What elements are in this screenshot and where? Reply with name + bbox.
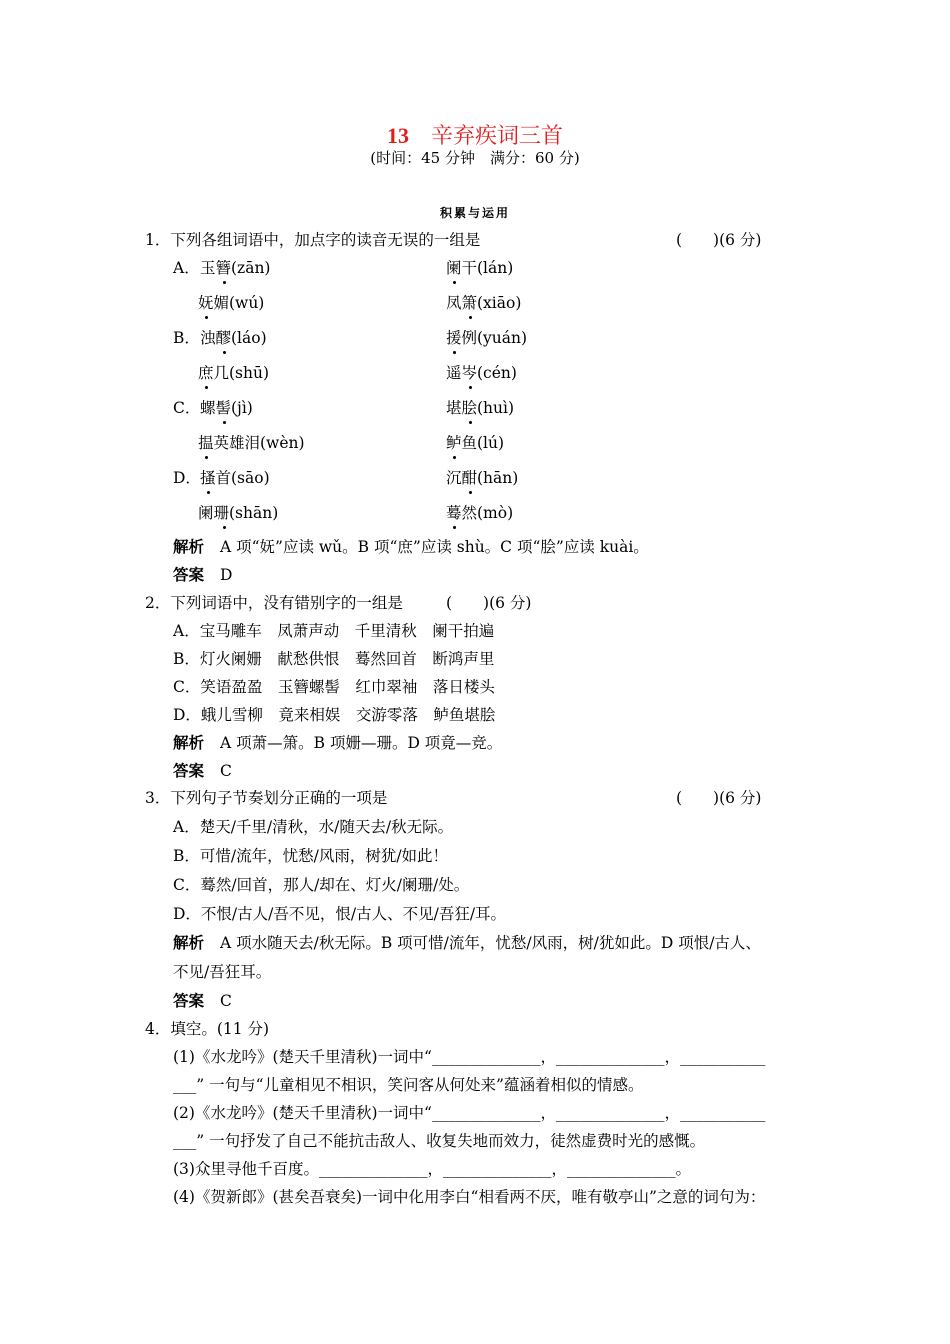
analysis-label: 解析 xyxy=(173,733,205,752)
answer-text: C xyxy=(220,762,232,780)
emphasis-dot xyxy=(223,421,226,424)
question-3-stem: 3．下列句子节奏划分正确的一项是 xyxy=(145,789,388,807)
emphasis-dot xyxy=(205,316,208,319)
lesson-number: 13 xyxy=(386,123,409,148)
analysis-text-line-1: A 项水随天去/秋无际。B 项可惜/流年，忧愁/风雨，树/犹如此。D 项恨/古人、 xyxy=(220,934,761,952)
q1-option-a-word2: 阑干(lán) xyxy=(446,259,514,277)
q1-option-c-word1: 螺髻(jì) xyxy=(200,399,253,417)
lesson-title: 辛弃疾词三首 xyxy=(430,124,563,149)
answer-label: 答案 xyxy=(173,761,205,780)
page-title xyxy=(0,123,950,150)
analysis-text: A 项“妩”应读 wǔ。B 项“庶”应读 shù。C 项“脍”应读 kuài。 xyxy=(220,538,649,556)
q1-option-d-word1: 搔首(sāo) xyxy=(200,469,270,487)
q3-option-c: C．蓦然/回首，那人/却在、灯火/阑珊/处。 xyxy=(173,876,470,894)
q3-option-a: A．楚天/千里/清秋，水/随天去/秋无际。 xyxy=(173,818,454,836)
q1-option-b-word3: 庶几(shū) xyxy=(198,364,270,382)
q3-option-d: D．不恨/古人/吾不见，恨/古人、不见/吾狂/耳。 xyxy=(173,905,507,923)
q2-option-d: D．蛾儿雪柳 竟来相娱 交游零落 鲈鱼堪脍 xyxy=(173,706,496,724)
section-heading: 积累与运用 xyxy=(439,206,510,220)
q1-option-a-word4: 凤箫(xiāo) xyxy=(446,294,522,312)
q1-option-a-word3: 妩媚(wú) xyxy=(198,294,265,312)
emphasis-dot xyxy=(453,526,456,529)
question-2-score: ( )(6 分) xyxy=(446,594,532,612)
emphasis-dot xyxy=(207,491,210,494)
q4-item-2: (2)《水龙吟》(楚天千里清秋)一词中“______________，______________，___________ xyxy=(173,1104,766,1122)
emphasis-dot xyxy=(469,421,472,424)
emphasis-dot xyxy=(223,526,226,529)
q1-option-d-word4: 蓦然(mò) xyxy=(446,504,514,522)
analysis-text: A 项萧—箫。B 项姗—珊。D 项竟—竞。 xyxy=(220,734,503,752)
emphasis-dot xyxy=(469,316,472,319)
q4-item-1-cont: ___” 一句与“儿童相见不相识，笑问客从何处来”蕴涵着相似的情感。 xyxy=(173,1076,644,1094)
question-1-score: ( )(6 分) xyxy=(676,231,762,249)
q4-item-3: (3)众里寻他千百度。______________，______________，______________。 xyxy=(173,1160,691,1178)
q4-item-2-cont: ___” 一句抒发了自己不能抗击敌人、收复失地而效力，徒然虚费时光的感慨。 xyxy=(173,1132,706,1150)
emphasis-dot xyxy=(223,281,226,284)
q1-answer xyxy=(173,565,232,585)
q2-option-c: C．笑语盈盈 玉簪螺髻 红巾翠袖 落日楼头 xyxy=(173,678,495,696)
q2-analysis xyxy=(173,733,502,753)
answer-label: 答案 xyxy=(173,991,205,1010)
emphasis-dot xyxy=(205,456,208,459)
question-2-stem: 2．下列词语中，没有错别字的一组是 xyxy=(145,594,403,612)
q3-analysis xyxy=(173,933,761,953)
question-4-stem: 4．填空。(11 分) xyxy=(145,1020,270,1038)
q2-option-b: B．灯火阑姗 献愁供恨 蓦然回首 断鸿声里 xyxy=(173,650,495,668)
analysis-label: 解析 xyxy=(173,933,205,952)
answer-text: C xyxy=(220,992,232,1010)
answer-text: D xyxy=(220,566,233,584)
q1-option-a-label: A． xyxy=(173,259,200,277)
question-1-stem: 1．下列各组词语中，加点字的读音无误的一组是 xyxy=(145,231,481,249)
q1-option-c-word3: 揾英雄泪(wèn) xyxy=(198,434,305,452)
q1-option-b-word1: 浊醪(láo) xyxy=(200,329,267,347)
q2-option-a: A．宝马雕车 凤萧声动 千里清秋 阑干拍遍 xyxy=(173,622,495,640)
emphasis-dot xyxy=(453,456,456,459)
q3-option-b: B．可惜/流年，忧愁/风雨，树犹/如此！ xyxy=(173,847,449,865)
analysis-label: 解析 xyxy=(173,537,205,556)
emphasis-dot xyxy=(453,281,456,284)
emphasis-dot xyxy=(453,351,456,354)
q1-option-b-label: B． xyxy=(173,329,200,347)
q1-option-b-word4: 遥岑(cén) xyxy=(446,364,517,382)
question-3-score: ( )(6 分) xyxy=(676,789,762,807)
answer-label: 答案 xyxy=(173,565,205,584)
q4-item-1: (1)《水龙吟》(楚天千里清秋)一词中“______________，______________，___________ xyxy=(173,1048,766,1066)
q2-answer xyxy=(173,761,232,781)
q1-analysis xyxy=(173,537,649,557)
q1-option-d-label: D． xyxy=(173,469,201,487)
emphasis-dot xyxy=(223,351,226,354)
q1-option-c-word4: 鲈鱼(lú) xyxy=(446,434,505,452)
q1-option-b-word2: 援例(yuán) xyxy=(446,329,528,347)
q3-answer xyxy=(173,991,232,1011)
q1-option-d-word3: 阑珊(shān) xyxy=(198,504,279,522)
q3-analysis-line-2: 不见/吾狂耳。 xyxy=(173,963,272,981)
emphasis-dot xyxy=(469,491,472,494)
emphasis-dot xyxy=(469,386,472,389)
q1-option-c-word2: 堪脍(huì) xyxy=(446,399,515,417)
q1-option-c-label: C． xyxy=(173,399,201,417)
time-and-score: (时间：45 分钟 满分：60 分) xyxy=(370,149,580,167)
q1-option-d-word2: 沉酣(hān) xyxy=(446,469,519,487)
emphasis-dot xyxy=(205,386,208,389)
q4-item-4: (4)《贺新郎》(甚矣吾衰矣)一词中化用李白“相看两不厌，唯有敬亭山”之意的词句为： xyxy=(173,1188,766,1206)
q1-option-a-word1: 玉簪(zān) xyxy=(200,259,271,277)
